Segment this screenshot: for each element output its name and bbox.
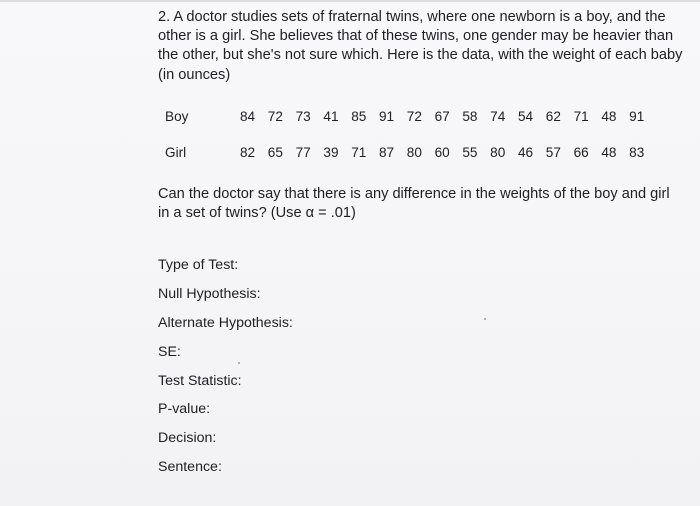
table-cell-value: 77: [295, 145, 311, 160]
table-cell-value: 83: [629, 145, 645, 160]
table-cell-value: 65: [267, 145, 283, 160]
table-cell-value: 46: [517, 145, 534, 160]
question-text: 2. A doctor studies sets of fraternal twins, where one newborn is a boy, and the other is a girl. She believes that of these twins, one gender may be heavier than the other, but she's not sure which. Here is the data, with the weight of each baby (in ounces): [158, 9, 683, 83]
answer-field-alternate-hypothesis: Alternate Hypothesis:: [158, 315, 293, 331]
answer-field-sentence: Sentence:: [158, 459, 222, 475]
table-cell-value: 39: [323, 145, 339, 160]
speck-mark: [484, 318, 486, 320]
table-cell-value: 67: [434, 109, 450, 124]
table-cell-value: 41: [323, 109, 339, 124]
table-cell-value: 48: [601, 145, 617, 160]
top-edge-divider: [0, 0, 700, 2]
table-cell-value: 71: [573, 109, 589, 124]
table-cell-value: 91: [378, 109, 395, 124]
table-cell-value: 60: [434, 145, 450, 160]
table-cell-value: 74: [490, 109, 506, 124]
table-cell-value: 91: [629, 109, 645, 124]
table-cell-value: 87: [378, 145, 395, 160]
row-values-boy: [240, 109, 657, 124]
table-cell-value: 48: [601, 109, 617, 124]
followup-question: Can the doctor say that there is any difference in the weights of the boy and girl in a set of twins? (Use α = .01): [158, 186, 670, 222]
speck-mark: [238, 362, 240, 364]
row-label-girl: Girl: [165, 145, 187, 160]
table-cell-value: 57: [545, 145, 561, 160]
table-cell-value: 80: [490, 145, 506, 160]
table-cell-value: 58: [462, 109, 478, 124]
table-cell-value: 80: [406, 145, 422, 160]
table-cell-value: 85: [351, 109, 367, 124]
answer-field-se: SE:: [158, 344, 181, 360]
table-cell-value: 84: [240, 109, 256, 124]
table-cell-value: 62: [545, 109, 561, 124]
row-label-boy: Boy: [165, 109, 189, 124]
table-cell-value: 73: [295, 109, 311, 124]
table-cell-value: 72: [267, 109, 283, 124]
answer-field-p-value: P-value:: [158, 401, 211, 417]
table-cell-value: 54: [517, 109, 534, 124]
row-values-girl: [240, 145, 657, 160]
answer-field-test-statistic: Test Statistic:: [158, 373, 242, 389]
table-cell-value: 71: [351, 145, 367, 160]
answer-field-decision: Decision:: [158, 430, 217, 446]
table-cell-value: 66: [573, 145, 589, 160]
table-cell-value: 82: [240, 145, 256, 160]
table-cell-value: 55: [462, 145, 478, 160]
table-cell-value: 72: [406, 109, 422, 124]
answer-field-null-hypothesis: Null Hypothesis:: [158, 286, 261, 302]
answer-field-type-of-test: Type of Test:: [158, 257, 239, 273]
